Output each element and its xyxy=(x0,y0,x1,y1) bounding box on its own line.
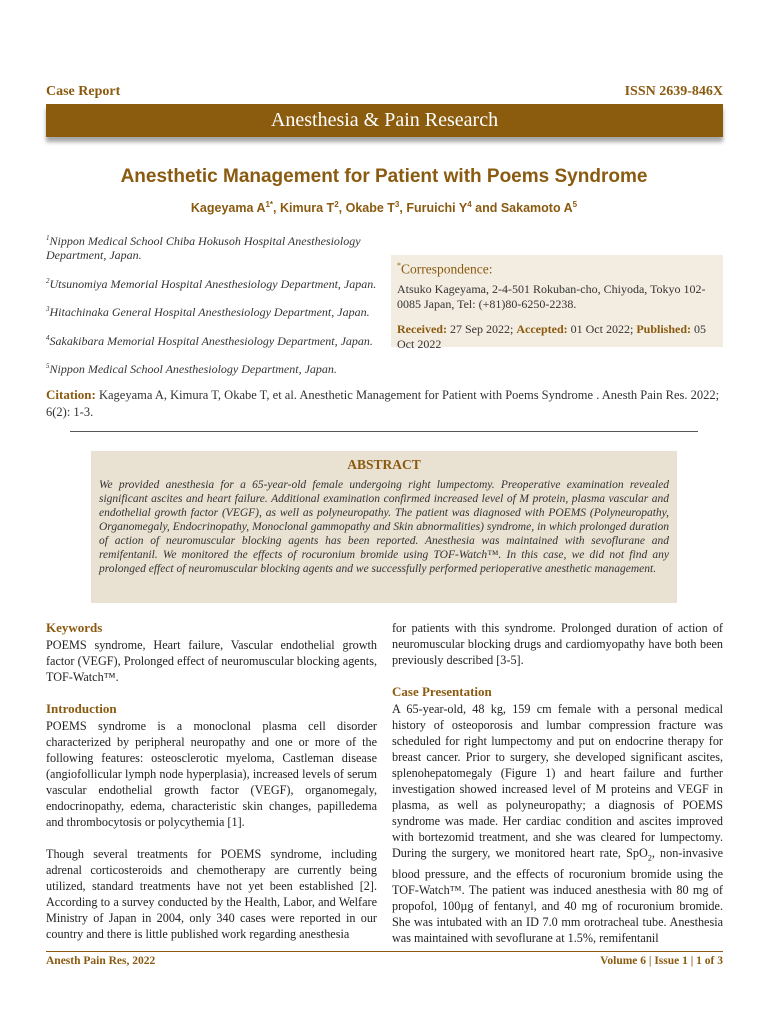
author-sep: , xyxy=(273,201,280,216)
affiliation-text: Nippon Medical School Anesthesiology Department, Japan. xyxy=(49,362,337,376)
affiliation-sup: 5 xyxy=(46,362,50,370)
correspondence-label: Correspondence: xyxy=(401,261,493,277)
abstract-box xyxy=(91,451,677,603)
published-label: Published: xyxy=(636,321,691,336)
issn: ISSN 2639-846X xyxy=(624,84,723,99)
footer-journal: Anesth Pain Res, 2022 xyxy=(46,955,156,967)
author-sep: , xyxy=(399,201,407,216)
author-sup: 1* xyxy=(265,200,274,209)
affiliation xyxy=(46,302,381,319)
affiliation-sup: 3 xyxy=(46,305,50,313)
correspondence-address: Atsuko Kageyama, 2-4-501 Rokuban-cho, Chiyoda, Tokyo 102-0085 Japan, Tel: (+81)80-6250-2238. xyxy=(397,281,706,311)
abstract-text: We provided anesthesia for a 65-year-old female undergoing right lumpectomy. Preoperative examination revealed significant ascites and heart failure. Additional examination confirmed increased level of M protein, plasma vascular and endothelial growth factor (VEGF), as well as polyneuropathy. The patient was diagnosed with POEMS (Polyneuropathy, Organomegaly, Endocrinopathy, Monoclonal gammopathy and Skin abnormalities) syndrome, in which prolonged duration of action of neuromuscular blocking agents has been reported. Anesthesia was maintained with sevoflurane and remifentanil. We monitored the effects of rocuronium bromide using TOF-Watch™. In this case, we did not find any prolonged effect of neuromuscular blocking agents and we successfully performed perioperative anesthetic management. xyxy=(99,479,669,575)
accepted-date: 01 Oct 2022; xyxy=(567,321,637,336)
right-column xyxy=(392,620,723,946)
correspondence-box xyxy=(391,255,723,351)
author-list xyxy=(0,200,768,215)
left-column xyxy=(46,620,377,942)
received-date: 27 Sep 2022; xyxy=(446,321,517,336)
case-heading: Case Presentation xyxy=(392,684,492,699)
journal-name: Anesthesia & Pain Research xyxy=(270,109,499,131)
article-title: Anesthetic Management for Patient with Poems Syndrome xyxy=(120,166,648,187)
citation-text: Kageyama A, Kimura T, Okabe T, et al. Anesthetic Management for Patient with Poems Syndrome . Anesth Pain Res. 2022; 6(2): 1-3. xyxy=(46,388,720,419)
affiliation xyxy=(46,231,381,262)
author-sep: and xyxy=(471,201,501,216)
received-label: Received: xyxy=(397,321,447,336)
article-type: Case Report xyxy=(46,84,121,99)
affiliation-text: Utsunomiya Memorial Hospital Anesthesiology Department, Japan. xyxy=(49,277,377,291)
published-date: 05 Oct 2022 xyxy=(397,321,706,351)
affiliation xyxy=(46,274,381,291)
keywords-text: POEMS syndrome, Heart failure, Vascular endothelial growth factor (VEGF), Prolonged effect of neuromuscular blocking agents, TOF-Watch™. xyxy=(46,638,377,684)
accepted-label: Accepted: xyxy=(516,321,568,336)
citation-label: Citation: xyxy=(46,387,96,402)
divider xyxy=(70,431,698,432)
introduction-paragraph: for patients with this syndrome. Prolonged duration of action of neuromuscular blocking drugs and cardiomyopathy have both been previously described [3-5]. xyxy=(392,621,723,667)
author: Okabe T xyxy=(345,201,395,216)
author-sup: 3 xyxy=(394,200,400,209)
author: Sakamoto A xyxy=(500,201,573,216)
article-dates xyxy=(397,322,717,352)
author: Furuichi Y xyxy=(406,201,468,216)
case-text: A 65-year-old, 48 kg, 159 cm female with a personal medical history of osteoporosis and lumbar compression fracture was scheduled for right lumpectomy and put on endocrine therapy for breast cancer. Prior to surgery, she developed significant ascites, splenohepatomegaly (Figure 1) and heart failure and further investigation showed increased level of M proteins and VEGF in plasma, as well as polyneuropathy; a diagnosis of POEMS syndrome was made. Her cardiac condition and ascites improved with bortezomid treatment, and she was cleared for lumpectomy. During the surgery, we monitored heart rate, SpO xyxy=(392,702,723,860)
abstract-heading: ABSTRACT xyxy=(347,457,421,472)
affiliation-sup: 2 xyxy=(46,277,50,285)
affiliation xyxy=(46,331,381,348)
author: Kimura T xyxy=(280,201,335,216)
affiliation-sup: 1 xyxy=(46,234,50,242)
affiliation-text: Nippon Medical School Chiba Hokusoh Hospital Anesthesiology Department, Japan. xyxy=(46,234,361,262)
author-sep: , xyxy=(338,201,346,216)
keywords-heading: Keywords xyxy=(46,620,103,635)
case-paragraph xyxy=(392,701,723,946)
introduction-paragraph: POEMS syndrome is a monoclonal plasma cell disorder characterized by peripheral neuropathy and one or more of the following features: osteosclerotic myeloma, Castleman disease (angiofollicular lymph node hyperplasia), increased levels of serum vascular endothelial growth factor (VEGF), organomegaly, endocrinopathy, edema, characteristic skin changes, papilledema and thrombocytosis or polycythemia [1]. xyxy=(46,719,377,829)
author: Kageyama A xyxy=(190,201,266,216)
citation xyxy=(46,386,723,421)
correspondence-title xyxy=(397,261,717,278)
affiliation-text: Sakakibara Memorial Hospital Anesthesiology Department, Japan. xyxy=(49,334,373,348)
introduction-paragraph: Though several treatments for POEMS syndrome, including adrenal corticosteroids and chemotherapy are currently being utilized, standard treatments have not yet been established [2]. According to a survey conducted by the Health, Labor, and Welfare Ministry of Japan in 2004, only 340 cases were reported in our country and there is little published work regarding anesthesia xyxy=(46,847,377,941)
affiliation xyxy=(46,359,381,376)
affiliation-sup: 4 xyxy=(46,334,50,342)
journal-banner xyxy=(46,104,723,137)
affiliation-text: Hitachinaka General Hospital Anesthesiology Department, Japan. xyxy=(49,305,370,319)
correspondence-sup: * xyxy=(397,261,401,270)
footer-rule xyxy=(46,951,723,952)
introduction-heading: Introduction xyxy=(46,701,117,716)
case-text: , non-invasive blood pressure, and the effects of rocuronium bromide using the TOF-Watch™. The patient was induced anesthesia with 80 mg of propofol, 100µg of fentanyl, and 40 mg of rocuronium bromide. She was intubated with an ID 7.0 mm orotracheal tube. Anesthesia was maintained with sevoflurane at 1.5%, remifentanil xyxy=(392,846,723,946)
author-sup: 5 xyxy=(572,200,578,209)
author-sup: 2 xyxy=(334,200,339,209)
author-sup: 4 xyxy=(467,200,472,209)
spo2-subscript: 2 xyxy=(647,853,652,863)
footer-pagination: Volume 6 | Issue 1 | 1 of 3 xyxy=(600,955,723,967)
